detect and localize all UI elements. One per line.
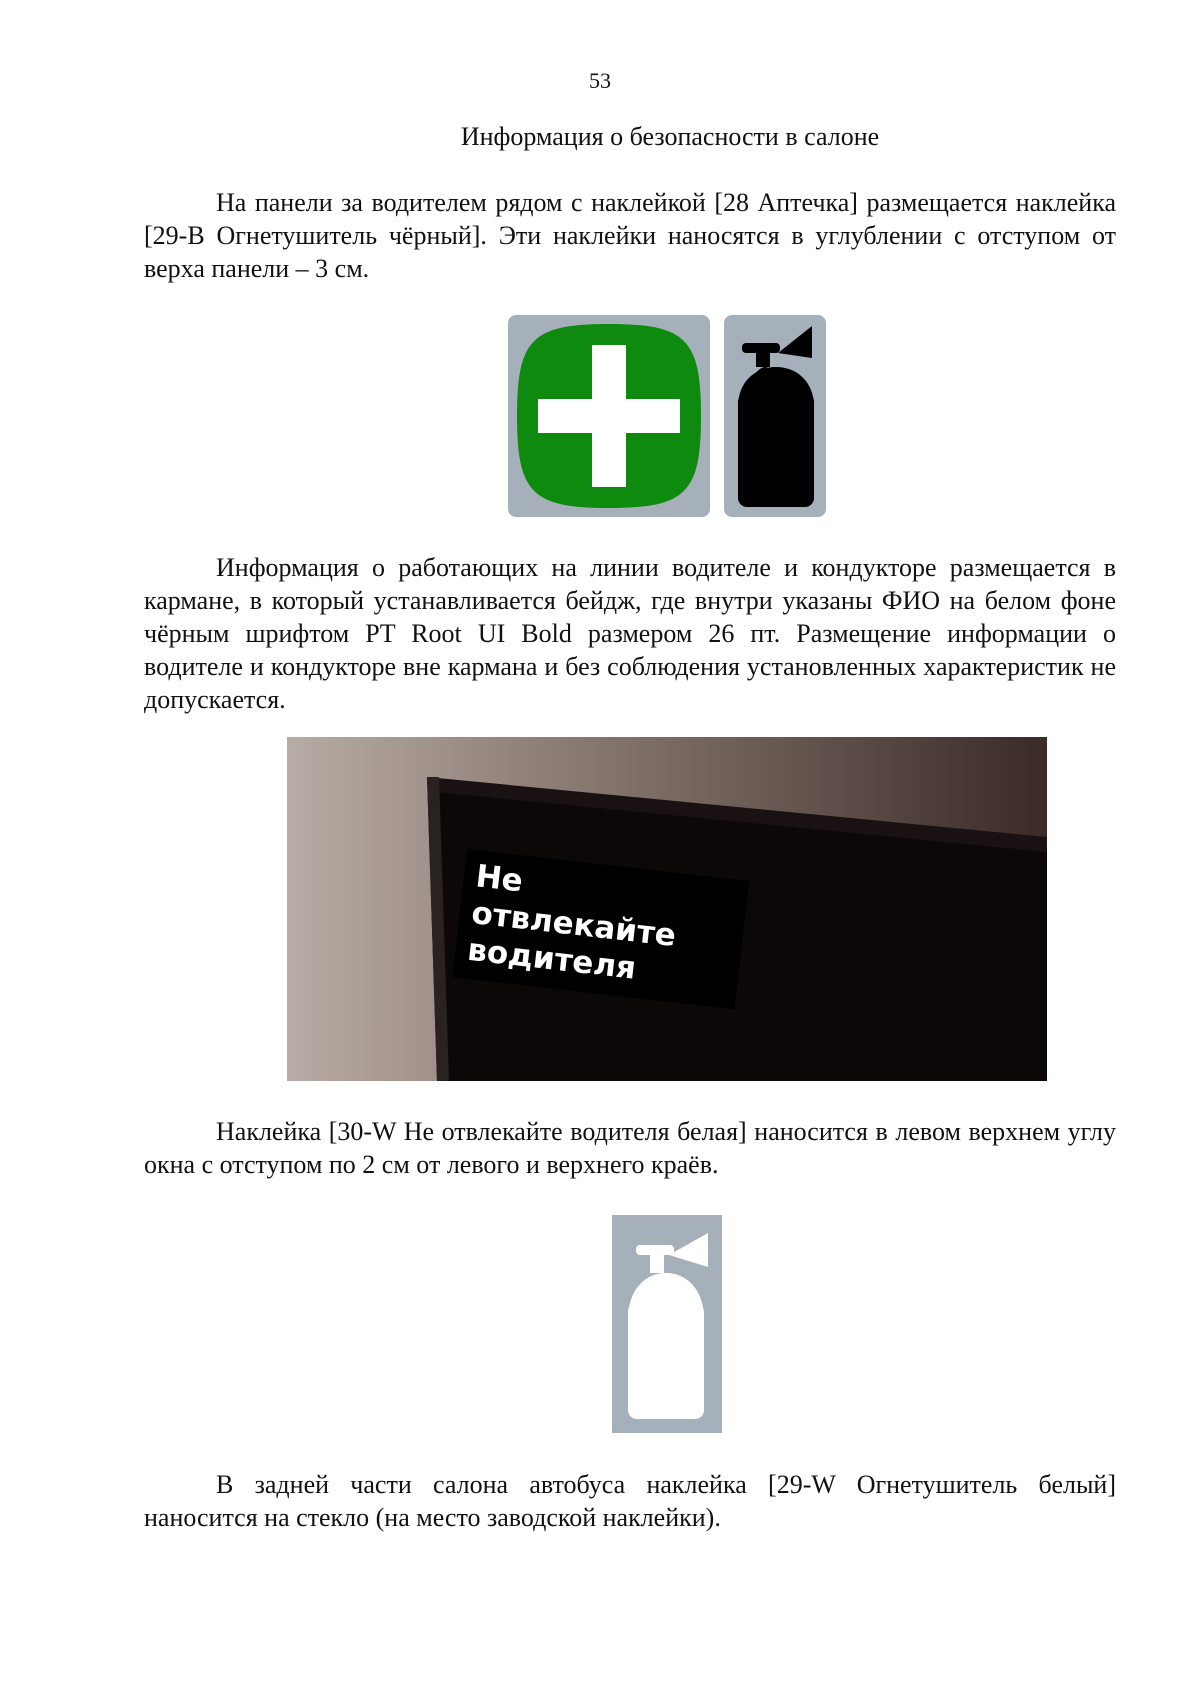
paragraph-text: На панели за водителем рядом с наклейкой [28 Аптечка] размещается наклейка [29-B Огнетушитель чёрный]. Эти наклейки наносятся в углублении с отступом от верха панели – 3 см. [144, 188, 1116, 283]
fire-extinguisher-icon [724, 315, 826, 517]
page-number: 53 [589, 68, 611, 93]
paragraph-staff-badge [144, 551, 1116, 716]
fire-extinguisher-icon [612, 1215, 722, 1433]
paragraph-do-not-distract [144, 1115, 1116, 1181]
paragraph-text: Наклейка [30-W Не отвлекайте водителя белая] наносится в левом верхнем углу окна с отступом по 2 см от левого и верхнего краёв. [144, 1117, 1116, 1179]
section-heading: Информация о безопасности в салоне [460, 122, 880, 151]
window-sticker-photo [287, 737, 1047, 1081]
do-not-distract-driver-sticker: Не отвлекайте водителя [452, 849, 749, 1009]
paragraph-rear-extinguisher [144, 1468, 1116, 1534]
extinguisher-black-sticker [724, 315, 826, 517]
paragraph-first-aid-extinguisher [144, 186, 1116, 285]
first-aid-sticker [508, 315, 710, 517]
paragraph-text: В задней части салона автобуса наклейка [29-W Огнетушитель белый] наносится на стекло (на место заводской наклейки). [144, 1470, 1116, 1532]
first-aid-cross-icon [508, 315, 710, 517]
extinguisher-white-sticker [612, 1215, 722, 1433]
paragraph-text: Информация о работающих на линии водителе и кондукторе размещается в кармане, в который устанавливается бейдж, где внутри указаны ФИО на белом фоне чёрным шрифтом PT Root UI Bold размером 26 пт. Размещение информации о водителе и кондукторе вне кармана и без соблюдения установленных характеристик не допускается. [144, 553, 1116, 714]
